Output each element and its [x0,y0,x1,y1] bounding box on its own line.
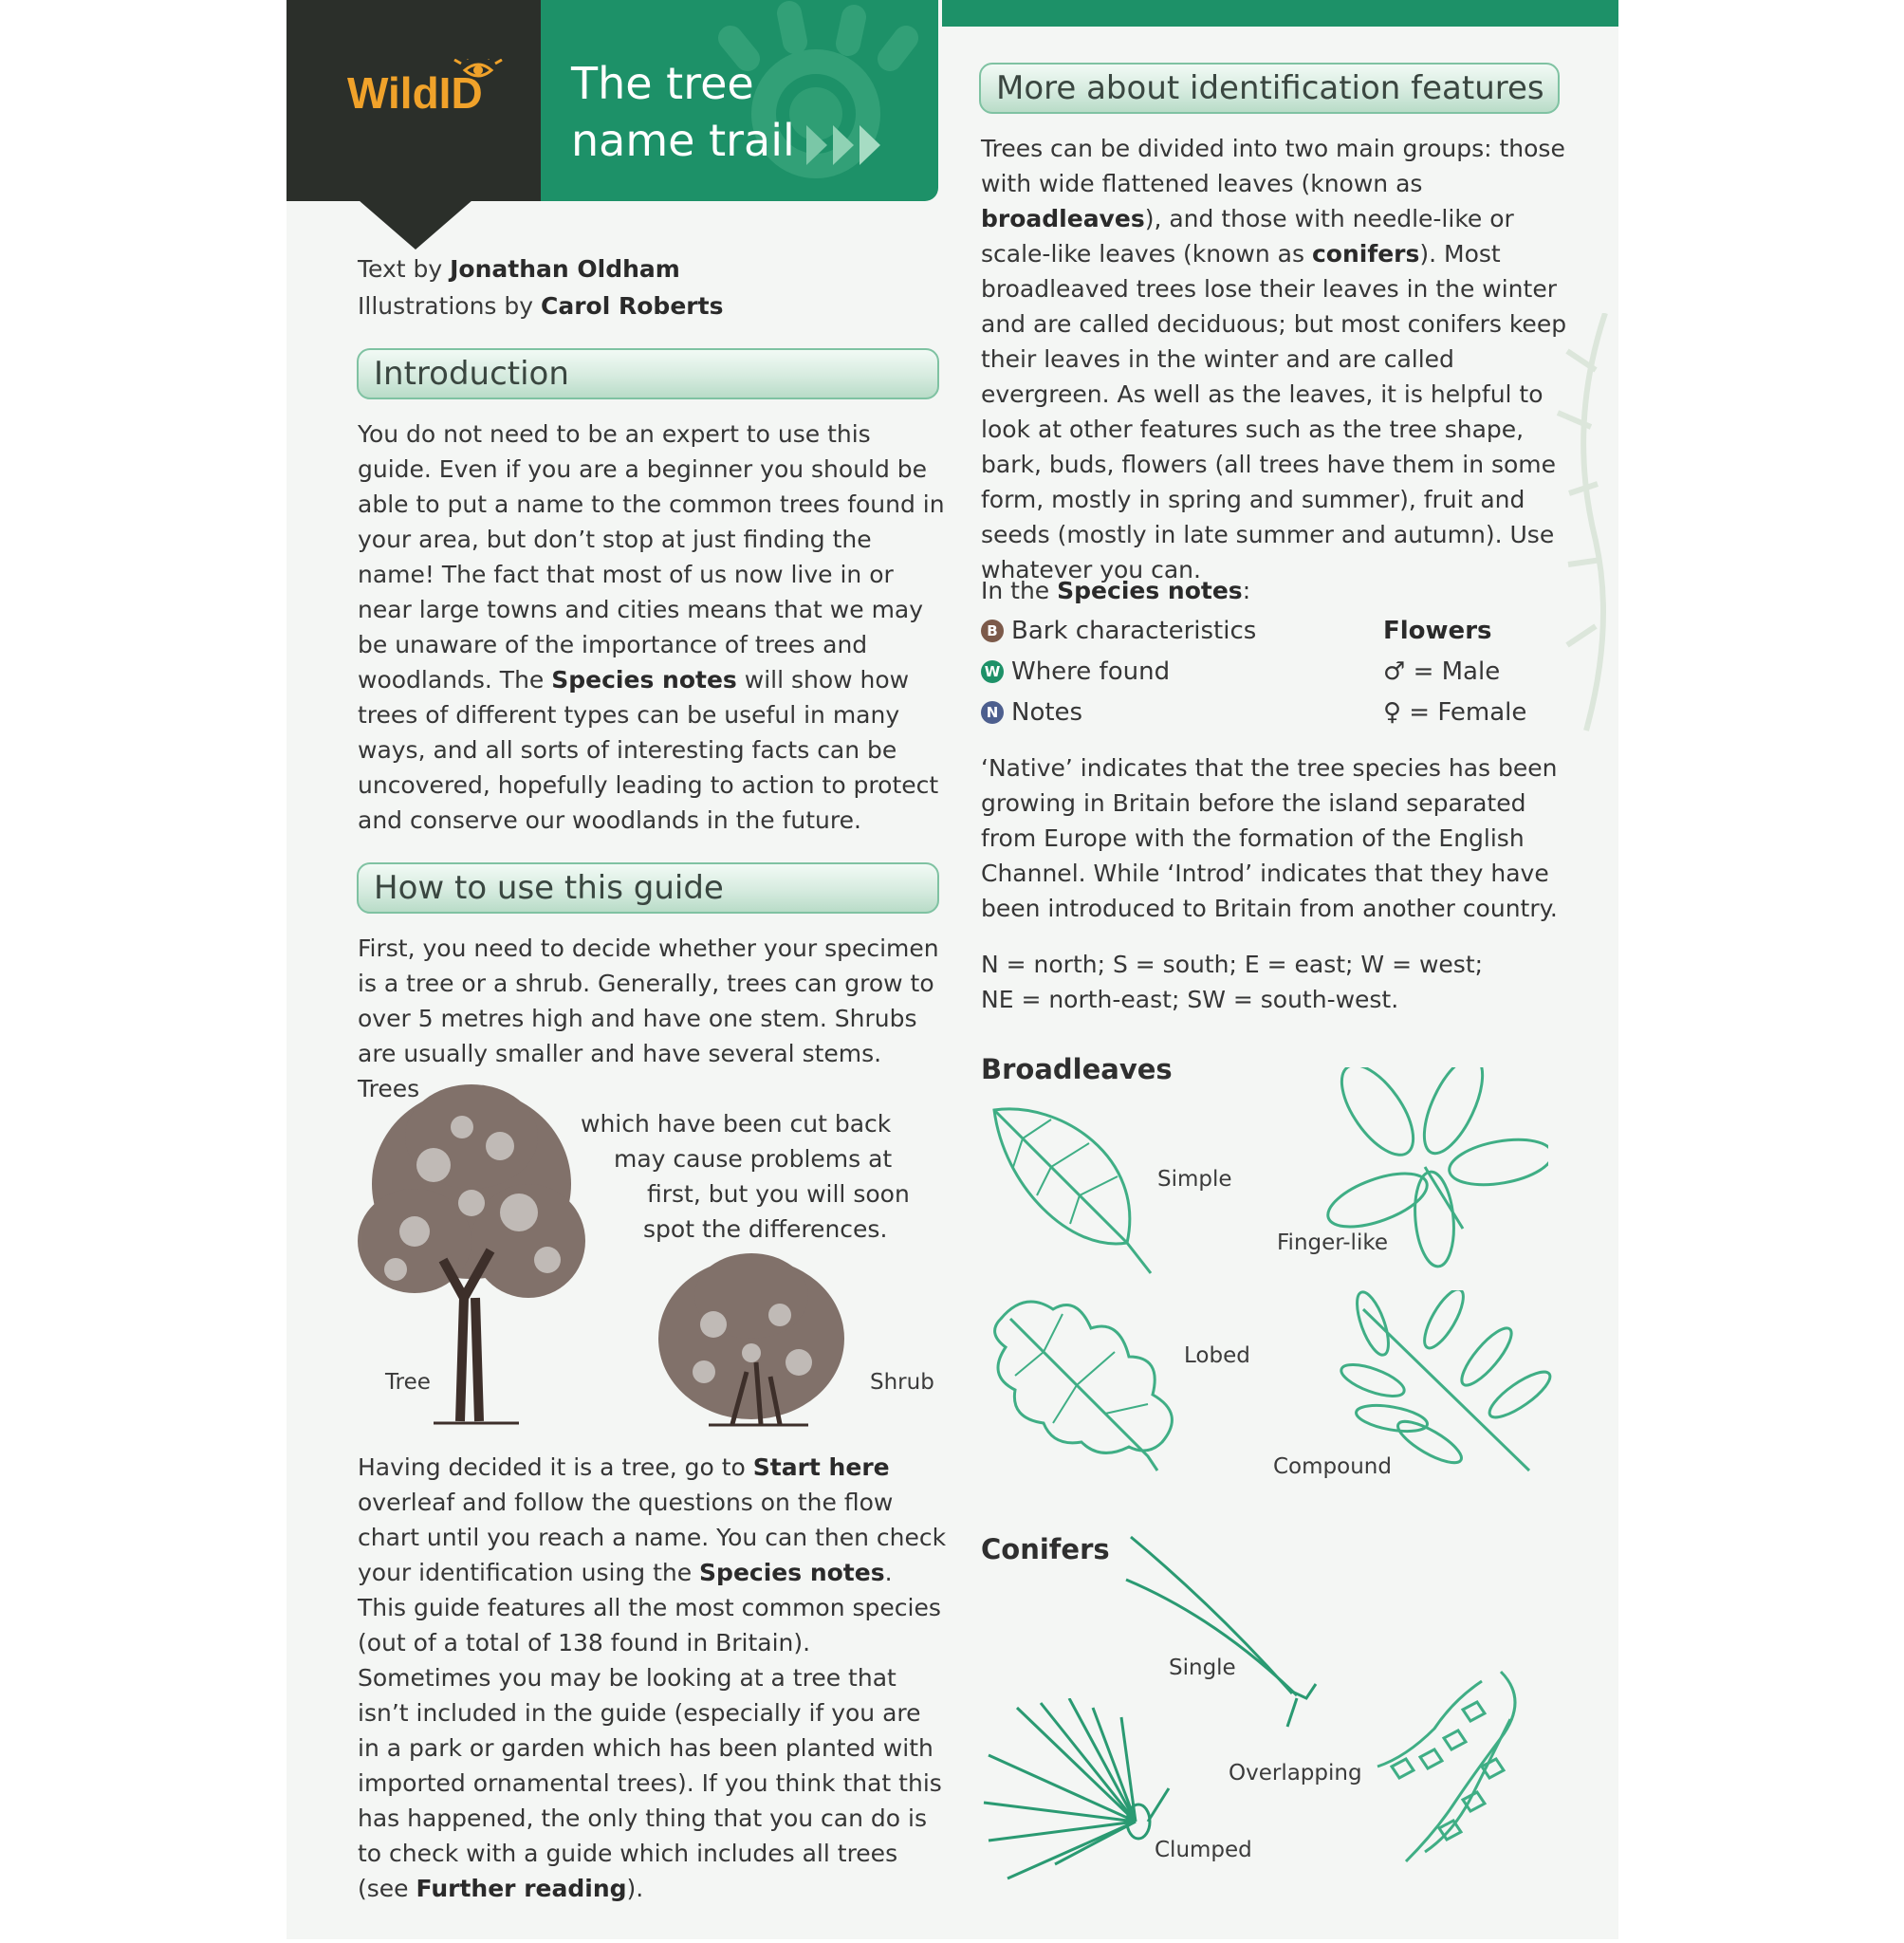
background-foliage [1510,313,1618,740]
species-legend [981,611,1256,733]
identification-features-heading: More about identification features [979,63,1560,114]
wildid-logo [347,59,508,120]
shrub-caption: Shrub [870,1370,934,1395]
male-symbol: ♂ = Male [1383,657,1501,686]
notes-badge-icon: N [981,701,1004,724]
author-name: Jonathan Oldham [450,255,680,283]
identification-features-text: Trees can be divided into two main groups: those with wide flattened leaves (known as broadleaves), and those with needle-like or scale-like leaves (known as conifers). Most broadleaved trees lose their leaves in the winter and are called deciduous; but most conifers keep their leaves in the winter and are called evergreen. As well as the leaves, it is helpful to look at other features such as the tree shape, bark, buds, flowers (all trees have them in some form, mostly in spring and summer), fruit and seeds (mostly in late summer and autumn). Use whatever you can. [981,135,1567,583]
species-notes-intro: In the Species notes: [981,577,1251,604]
single-caption: Single [1169,1656,1236,1680]
page [287,0,1618,1939]
legend-item-bark: B Bark characteristics [981,611,1256,652]
logo-notch [359,200,472,250]
simple-caption: Simple [1157,1167,1232,1192]
lobed-caption: Lobed [1184,1343,1250,1368]
page-title: The tree name trail [571,58,795,166]
finger-like-caption: Finger-like [1277,1231,1388,1255]
where-found-badge-icon: W [981,660,1004,683]
conifers-heading: Conifers [981,1533,1110,1565]
simple-leaf-icon [985,1101,1174,1281]
overlapping-scales-icon [1368,1662,1539,1880]
logo-block [287,0,541,201]
how-to-use-heading: How to use this guide [357,862,939,914]
tree-caption: Tree [385,1370,431,1395]
compound-leaf-icon [1335,1290,1553,1480]
illustrator-name: Carol Roberts [541,292,724,320]
logo-text: WildID [347,68,483,116]
title-block [541,0,938,201]
introduction-text: You do not need to be an expert to use this guide. Even if you are a beginner you should be able to put a name to the common trees found in your area, but don’t stop at just finding the name! The fact that most of us now live in or near large towns and cities means that we may be unaware of the importance of trees and woodlands. The Species notes will show how trees of different types can be useful in many ways, and all sorts of interesting facts can be uncovered, hopefully leading to action to protect and conserve our woodlands in the future. [358,420,945,834]
clumped-caption: Clumped [1155,1838,1252,1862]
flowers-legend: Flowers ♂ = Male ♀ = Female [1383,611,1526,733]
directions-text: N = north; S = south; E = east; W = west; NE = north-east; SW = south-west. [981,951,1484,1013]
legend-item-notes: N Notes [981,693,1256,733]
how-to-use-text-2: Having decided it is a tree, go to Start here overleaf and follow the questions on the flow chart until you reach a name. You can then check your identification using the Species notes. This guide features all the most common species (out of a total of 138 found in Britain). Sometimes you may be looking at a tree that isn’t included in the guide (especially if you are in a park or garden which has been planted with imported ornamental trees). If you think that this has happened, the only thing that you can do is to check with a guide which includes all trees (see Further reading). [358,1453,947,1902]
bark-badge-icon: B [981,620,1004,642]
broadleaves-heading: Broadleaves [981,1053,1173,1085]
forward-arrows-icon [806,121,901,169]
how-to-use-text: First, you need to decide whether your specimen is a tree or a shrub. Generally, trees can grow to over 5 metres high and have one stem. Shrubs are usually smaller and have several stems. Trees which have been cut back may cause problems at first, but you will soon spot the differences. [358,934,939,1243]
top-green-strip [942,0,1618,27]
shrub-illustration [656,1249,856,1429]
female-symbol: ♀ = Female [1383,698,1527,727]
legend-item-where: W Where found [981,652,1256,693]
clumped-needles-icon [979,1698,1178,1888]
lobed-leaf-icon [987,1290,1186,1475]
credits: Text by Jonathan Oldham Illustrations by Carol Roberts [358,255,724,320]
overlapping-caption: Overlapping [1229,1761,1362,1786]
introduction-heading: Introduction [357,348,939,399]
compound-caption: Compound [1273,1454,1392,1479]
native-text: ‘Native’ indicates that the tree species has been growing in Britain before the island separated from Europe with the formation of the English Channel. While ‘Introd’ indicates that they have been introduced to Britain from another country. [981,754,1558,922]
